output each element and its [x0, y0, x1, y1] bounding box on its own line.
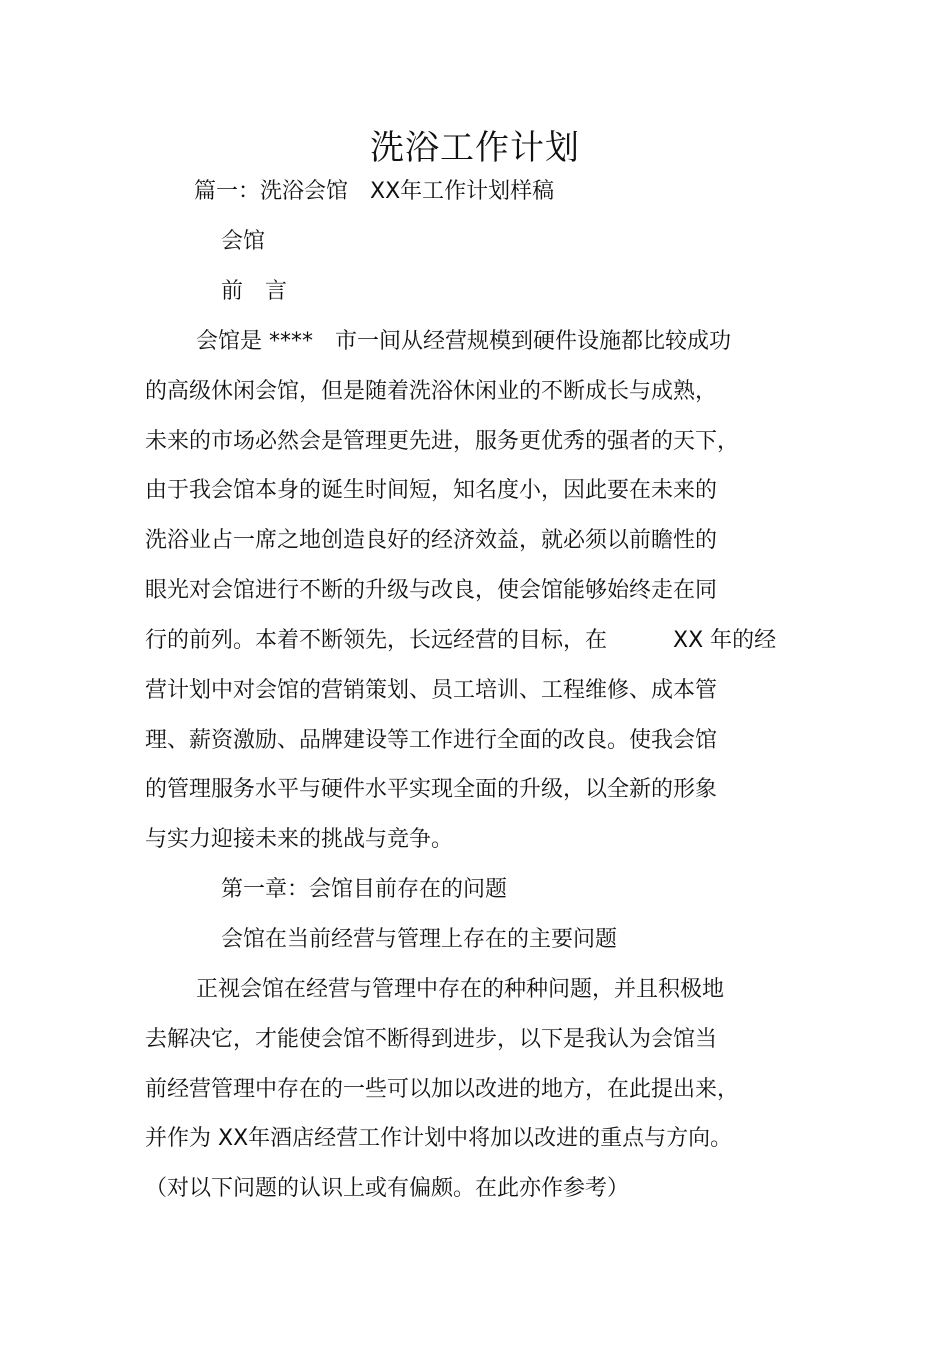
paragraph-line: 并作为 XX年酒店经营工作计划中将加以改进的重点与方向。	[145, 1126, 733, 1151]
paragraph-line: 未来的市场必然会是管理更先进，服务更优秀的强者的天下，	[145, 429, 740, 454]
paragraph-line: 的管理服务水平与硬件水平实现全面的升级，以全新的形象	[145, 777, 718, 802]
paragraph-line: 营计划中对会馆的营销策划、员工培训、工程维修、成本管	[145, 678, 718, 703]
paragraph-line: 正视会馆在经营与管理中存在的种种问题，并且积极地	[196, 977, 725, 1002]
paragraph-line: 理、薪资激励、品牌建设等工作进行全面的改良。使我会馆	[145, 728, 718, 753]
paragraph-line: 由于我会馆本身的诞生时间短，知名度小，因此要在未来的	[145, 478, 718, 503]
paragraph-line: 眼光对会馆进行不断的升级与改良，使会馆能够始终走在同	[145, 578, 718, 603]
paragraph-line: 去解决它，才能使会馆不断得到进步，以下是我认为会馆当	[145, 1027, 718, 1052]
paragraph-line: 会馆是 **** 市一间从经营规模到硬件设施都比较成功	[196, 329, 731, 354]
paragraph-line: 与实力迎接未来的挑战与竞争。	[145, 827, 454, 852]
subtitle-line: 篇一：洗浴会馆 XX年工作计划样稿	[194, 179, 555, 204]
paragraph-line: 洗浴业占一席之地创造良好的经济效益，就必须以前瞻性的	[145, 528, 718, 553]
paragraph-line: 的高级休闲会馆，但是随着洗浴休闲业的不断成长与成熟，	[145, 379, 718, 404]
chapter-heading: 第一章：会馆目前存在的问题	[221, 877, 508, 902]
preface-heading: 前 言	[221, 279, 288, 304]
document-title: 洗浴工作计划	[370, 128, 580, 168]
org-line: 会馆	[221, 229, 266, 254]
paragraph-line: 行的前列。本着不断领先，长远经营的目标，在 XX 年的经	[145, 628, 777, 653]
paragraph-line: 前经营管理中存在的一些可以加以改进的地方，在此提出来，	[145, 1077, 740, 1102]
section-heading: 会馆在当前经营与管理上存在的主要问题	[221, 927, 618, 952]
paragraph-line: （对以下问题的认识上或有偏颇。在此亦作参考）	[145, 1176, 630, 1201]
